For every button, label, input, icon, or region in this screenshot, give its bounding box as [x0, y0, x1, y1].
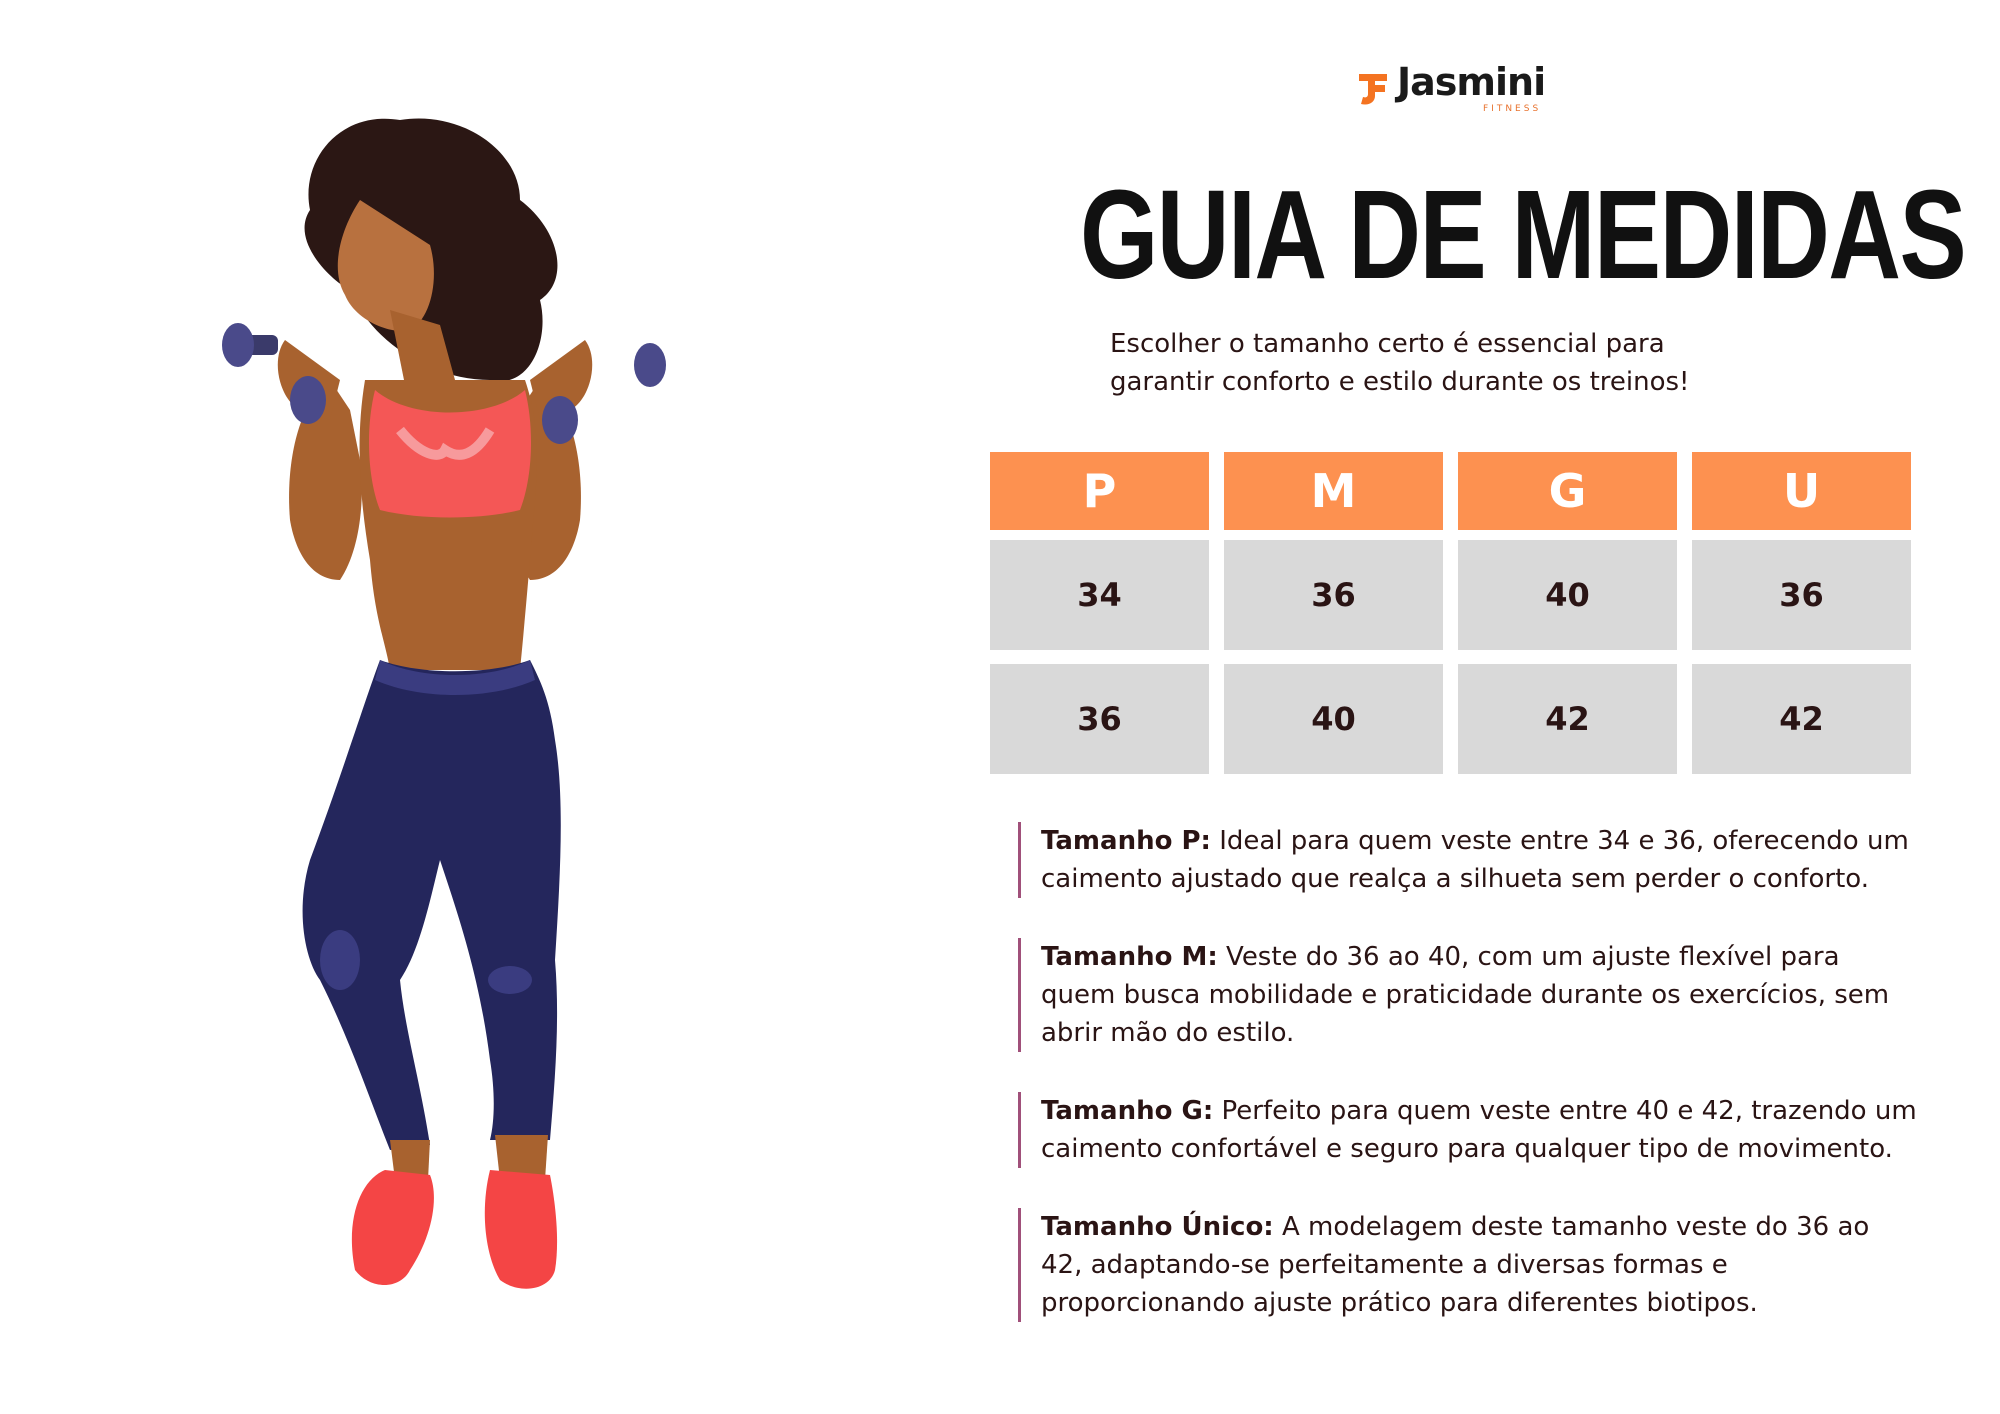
- table-cell: 36: [1692, 540, 1911, 650]
- description-text: Ideal para quem veste entre 34 e 36, oferecendo um caimento ajustado que realça a silhueta sem perder o conforto.: [1041, 826, 1909, 894]
- table-cell: 36: [1224, 540, 1443, 650]
- logo-wordmark: Jasmini: [1397, 60, 1546, 104]
- description-label: Tamanho M:: [1041, 942, 1218, 972]
- size-description-p: [1018, 822, 1918, 898]
- table-cell: 40: [1224, 664, 1443, 774]
- description-text: Perfeito para quem veste entre 40 e 42, trazendo um caimento confortável e seguro para qualquer tipo de movimento.: [1041, 1096, 1917, 1164]
- description-text: Veste do 36 ao 40, com um ajuste flexível para quem busca mobilidade e praticidade durante os exercícios, sem abrir mão do estilo.: [1041, 942, 1890, 1048]
- table-row: [990, 540, 1914, 650]
- size-description-m: [1018, 938, 1918, 1052]
- jasmini-logo-icon: [1355, 68, 1395, 108]
- description-label: Tamanho Único:: [1041, 1212, 1274, 1242]
- woman-with-dumbbells-illustration: [190, 80, 710, 1340]
- right-shoe: [485, 1170, 557, 1289]
- description-label: Tamanho P:: [1041, 826, 1211, 856]
- size-description-g: [1018, 1092, 1918, 1168]
- table-row: [990, 664, 1914, 774]
- table-cell: 42: [1692, 664, 1911, 774]
- logo-subtitle: FITNESS: [1483, 104, 1542, 114]
- size-descriptions: [1018, 822, 1918, 1362]
- intro-line: Escolher o tamanho certo é essencial para: [1110, 329, 1665, 359]
- leggings: [303, 660, 561, 1150]
- intro-line: garantir conforto e estilo durante os treinos!: [1110, 367, 1690, 397]
- size-header-m: M: [1224, 452, 1443, 530]
- table-cell: 40: [1458, 540, 1677, 650]
- table-cell: 34: [990, 540, 1209, 650]
- size-header-g: G: [1458, 452, 1677, 530]
- description-label: Tamanho G:: [1041, 1096, 1214, 1126]
- left-shoe: [352, 1170, 434, 1285]
- description-text: A modelagem deste tamanho veste do 36 ao 42, adaptando-se perfeitamente a diversas formas e proporcionando ajuste prático para diferentes biotipos.: [1041, 1212, 1870, 1318]
- page-title: GUIA DE MEDIDAS: [1080, 164, 1966, 305]
- size-header-u: U: [1692, 452, 1911, 530]
- size-table-header: [990, 452, 1914, 530]
- brand-logo: [1355, 58, 1615, 118]
- size-description-unico: [1018, 1208, 1918, 1322]
- intro-text: [1110, 325, 1810, 401]
- size-table: [990, 452, 1914, 788]
- table-cell: 36: [990, 664, 1209, 774]
- table-cell: 42: [1458, 664, 1677, 774]
- size-header-p: P: [990, 452, 1209, 530]
